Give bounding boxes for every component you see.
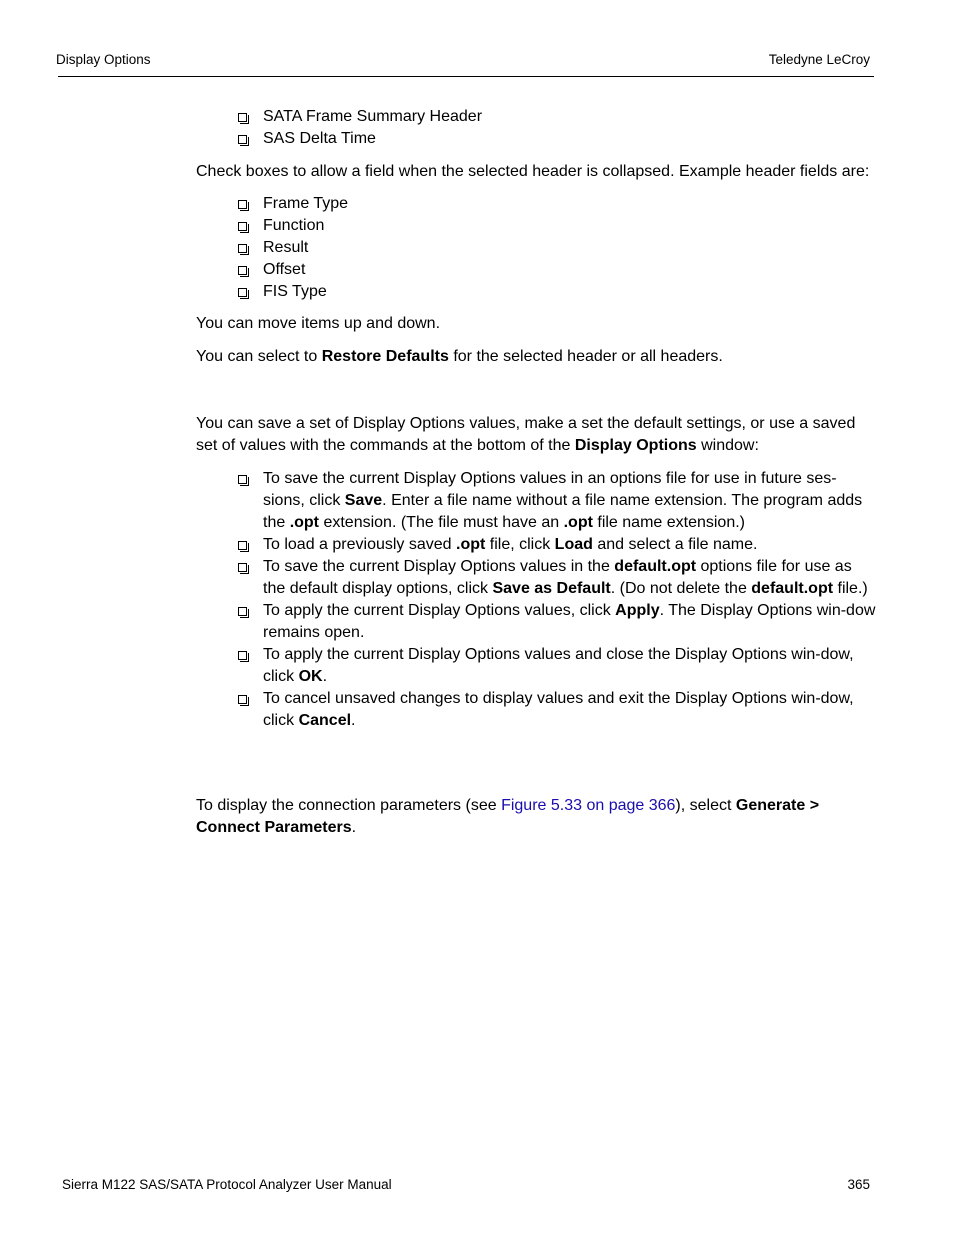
figure-cross-reference-link[interactable]: Figure 5.33 on page 366 [501, 797, 676, 814]
checkbox-bullet-icon [238, 113, 247, 122]
checkbox-bullet-icon [238, 222, 247, 231]
list-item: FIS Type [196, 281, 876, 303]
checkbox-bullet-icon [238, 288, 247, 297]
footer-page-number: 365 [847, 1177, 870, 1192]
save-commands-list [196, 468, 876, 732]
checkbox-bullet-icon [238, 541, 247, 550]
list-item: SATA Frame Summary Header [196, 106, 876, 128]
list-item-apply: To apply the current Display Options values, click Apply. The Display Options win-dow remains open. [196, 600, 876, 644]
list-item: SAS Delta Time [196, 128, 876, 150]
list-item-save: To save the current Display Options values in an options file for use in future ses-sions, click Save. Enter a file name without a file name extension. The program adds the .opt extension. (The file must have an .opt file name extension.) [196, 468, 876, 534]
paragraph-save-intro: You can save a set of Display Options values, make a set the default settings, or use a saved set of values with the commands at the bottom of the Display Options window: [196, 415, 856, 454]
footer-manual-title: Sierra M122 SAS/SATA Protocol Analyzer User Manual [62, 1177, 392, 1192]
list-item-ok: To apply the current Display Options values and close the Display Options win-dow, click OK. [196, 644, 876, 688]
running-header-section: Display Options [56, 52, 151, 67]
checkbox-bullet-icon [238, 695, 247, 704]
checkbox-bullet-icon [238, 563, 247, 572]
checkbox-bullet-icon [238, 200, 247, 209]
running-header-company: Teledyne LeCroy [768, 52, 870, 67]
paragraph-restore: You can select to Restore Defaults for the selected header or all headers. [196, 348, 723, 365]
checkbox-bullet-icon [238, 266, 247, 275]
list-item-cancel: To cancel unsaved changes to display values and exit the Display Options win-dow, click Cancel. [196, 688, 876, 732]
checkbox-bullet-icon [238, 607, 247, 616]
page-content [196, 106, 876, 839]
list-item: Function [196, 215, 876, 237]
paragraph-checkboxes: Check boxes to allow a field when the selected header is collapsed. Example header fields are: [196, 163, 870, 180]
fields-list [196, 193, 876, 303]
header-rule [58, 76, 874, 77]
checkbox-bullet-icon [238, 244, 247, 253]
list-item: Frame Type [196, 193, 876, 215]
list-item: Offset [196, 259, 876, 281]
checkbox-bullet-icon [238, 475, 247, 484]
paragraph-move: You can move items up and down. [196, 315, 441, 332]
list-item-save-default: To save the current Display Options values in the default.opt options file for use as the default display options, click Save as Default. (Do not delete the default.opt file.) [196, 556, 876, 600]
list-item-load: To load a previously saved .opt file, click Load and select a file name. [196, 534, 876, 556]
header-list [196, 106, 876, 150]
checkbox-bullet-icon [238, 651, 247, 660]
list-item: Result [196, 237, 876, 259]
checkbox-bullet-icon [238, 135, 247, 144]
paragraph-connect-parameters: To display the connection parameters (see Figure 5.33 on page 366), select Generate > Connect Parameters. [196, 797, 820, 836]
